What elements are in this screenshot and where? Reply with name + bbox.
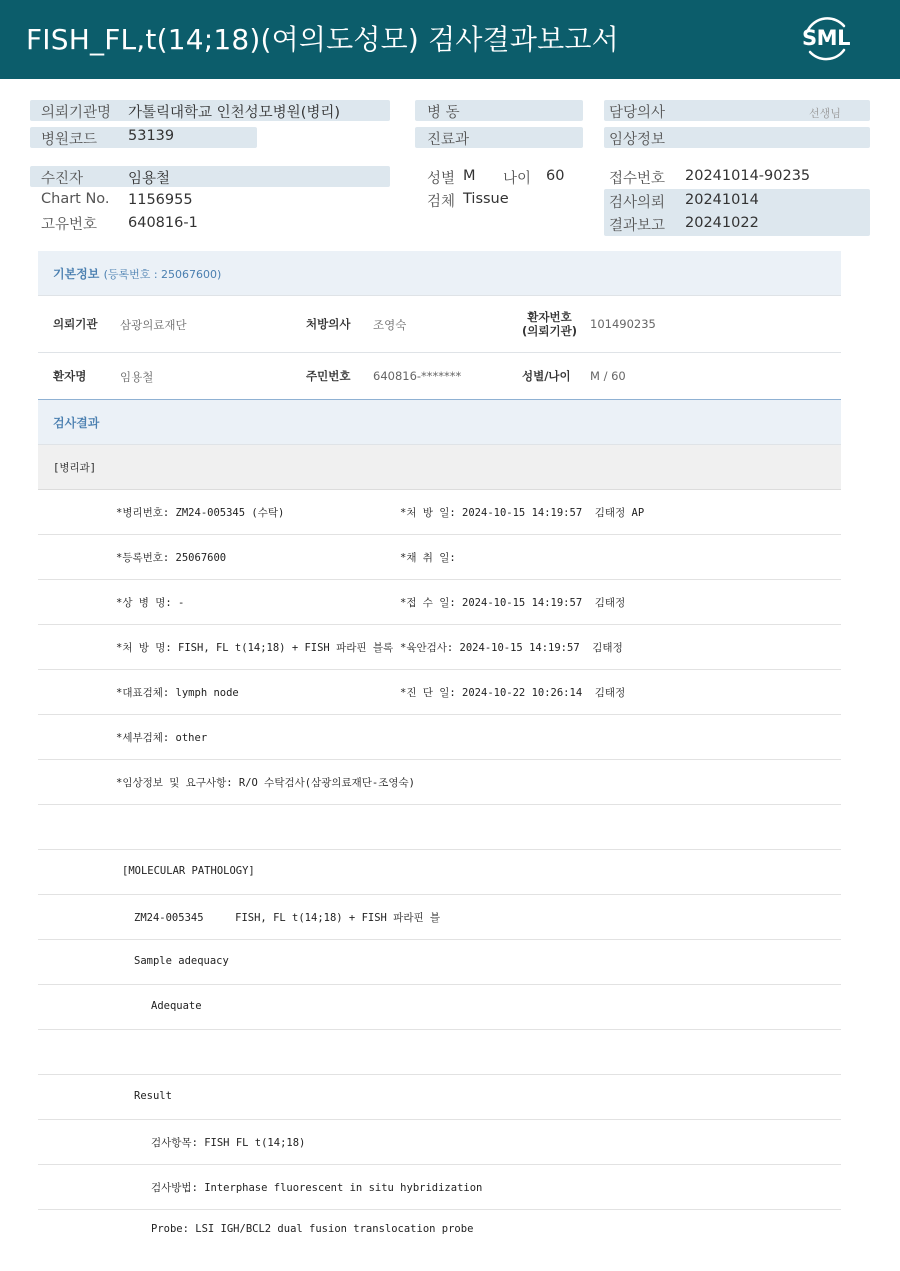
result-line-left: Probe: LSI IGH/BCL2 dual fusion translocation probe <box>151 1223 474 1235</box>
request-date-label: 검사의뢰 <box>609 195 666 211</box>
ward-label: 병 동 <box>427 105 460 121</box>
department-header <box>38 445 841 490</box>
basic-info-title-text: 기본정보 <box>53 267 100 281</box>
result-line-left: *처 방 명: FISH, FL t(14;18) + FISH 파라핀 블록 <box>116 642 394 654</box>
result-line <box>38 1165 841 1210</box>
specimen-value: Tissue <box>463 191 509 207</box>
institution-label: 의뢰기관명 <box>41 105 112 121</box>
result-line-left: 검사방법: Interphase fluorescent in situ hybridization <box>151 1182 483 1194</box>
patient-value: 임용철 <box>128 171 171 187</box>
result-line-left: *등록번호: 25067600 <box>116 552 227 564</box>
doctor-suffix: 선생님 <box>809 107 841 120</box>
institution-value: 가톨릭대학교 인천성모병원(병리) <box>128 105 341 121</box>
result-line <box>38 580 841 625</box>
info-label-institution: 의뢰기관 <box>53 317 98 331</box>
result-line <box>38 1210 841 1255</box>
unique-no-value: 640816-1 <box>128 215 198 231</box>
info-value-prescriber: 조영숙 <box>373 318 407 332</box>
logo-text: SML <box>802 26 850 50</box>
report-date-label: 결과보고 <box>609 218 666 234</box>
result-line-right: *진 단 일: 2024-10-22 10:26:14 김태정 <box>400 687 626 699</box>
chart-no-value: 1156955 <box>128 192 193 208</box>
result-line <box>38 1120 841 1165</box>
basic-info-header <box>38 251 841 296</box>
result-line <box>38 715 841 760</box>
basic-info-title <box>53 265 221 282</box>
result-line-left: [MOLECULAR PATHOLOGY] <box>122 865 255 877</box>
result-line-right: *접 수 일: 2024-10-15 14:19:57 김태정 <box>400 597 626 609</box>
result-line-left: Result <box>134 1090 172 1102</box>
result-line <box>38 760 841 805</box>
age-value: 60 <box>546 168 565 184</box>
results-header <box>38 400 841 445</box>
chart-no-label: Chart No. <box>41 191 110 207</box>
info-value-patient-name: 임용철 <box>120 370 154 384</box>
info-value-resident-no: 640816-******* <box>373 369 462 383</box>
result-line <box>38 535 841 580</box>
result-line-left: *임상정보 및 요구사항: R/O 수탁검사(삼광의료재단-조영숙) <box>116 777 416 789</box>
sml-logo <box>798 12 854 66</box>
info-label-patient-name: 환자명 <box>53 369 87 383</box>
result-line <box>38 895 841 940</box>
info-label-patient-no <box>522 310 577 338</box>
result-line-right: *채 취 일: <box>400 552 456 564</box>
report-title: FISH_FL,t(14;18)(여의도성모) 검사결과보고서 <box>26 23 619 56</box>
result-line <box>38 670 841 715</box>
report-header-bar <box>0 0 900 79</box>
result-line-left: Adequate <box>151 1000 202 1012</box>
receipt-no-label: 접수번호 <box>609 171 666 187</box>
result-line <box>38 1075 841 1120</box>
result-line-right: *육안검사: 2024-10-15 14:19:57 김태정 <box>400 642 623 654</box>
result-line <box>38 625 841 670</box>
info-value-sex-age: M / 60 <box>590 369 626 383</box>
result-line <box>38 985 841 1030</box>
department-name: [병리과] <box>53 462 97 474</box>
unique-no-label: 고유번호 <box>41 217 98 233</box>
result-line-left: *상 병 명: - <box>116 597 185 609</box>
info-label-sex-age: 성별/나이 <box>522 369 571 383</box>
info-value-patient-no: 101490235 <box>590 317 656 331</box>
result-line-right: *처 방 일: 2024-10-15 14:19:57 김태정 AP <box>400 507 645 519</box>
specimen-label: 검체 <box>427 194 456 210</box>
info-value-institution: 삼광의료재단 <box>120 318 187 332</box>
patient-box <box>30 166 390 187</box>
basic-info-reg-no: (등록번호 : 25067600) <box>103 268 222 281</box>
result-line-left: *대표검체: lymph node <box>116 687 239 699</box>
age-label: 나이 <box>503 171 532 187</box>
info-row <box>38 353 841 399</box>
sex-value: M <box>463 168 476 184</box>
result-line <box>38 850 841 895</box>
hospital-code-label: 병원코드 <box>41 132 98 148</box>
patient-label: 수진자 <box>41 171 84 187</box>
result-line-left: 검사항목: FISH FL t(14;18) <box>151 1137 306 1149</box>
sex-label: 성별 <box>427 171 456 187</box>
clinical-info-label: 임상정보 <box>609 132 666 148</box>
result-line <box>38 805 841 850</box>
info-label-prescriber: 처방의사 <box>306 317 351 331</box>
doctor-label: 담당의사 <box>609 105 666 121</box>
department-label: 진료과 <box>427 132 470 148</box>
receipt-no-value: 20241014-90235 <box>685 168 811 184</box>
result-line <box>38 490 841 535</box>
result-line <box>38 1030 841 1075</box>
result-line <box>38 940 841 985</box>
info-row <box>38 296 841 353</box>
info-label-patient-no-line1: 환자번호 <box>527 310 572 324</box>
hospital-code-value: 53139 <box>128 128 175 144</box>
request-date-value: 20241014 <box>685 192 759 208</box>
report-date-value: 20241022 <box>685 215 759 231</box>
result-line-left: *병리번호: ZM24-005345 (수탁) <box>116 507 285 519</box>
info-label-resident-no: 주민번호 <box>306 369 351 383</box>
info-label-patient-no-line2: (의뢰기관) <box>522 324 577 338</box>
result-line-left: Sample adequacy <box>134 955 229 967</box>
results-title: 검사결과 <box>53 416 100 430</box>
result-line-left: ZM24-005345 FISH, FL t(14;18) + FISH 파라핀 블 <box>134 912 441 924</box>
result-line-left: *세부검체: other <box>116 732 208 744</box>
